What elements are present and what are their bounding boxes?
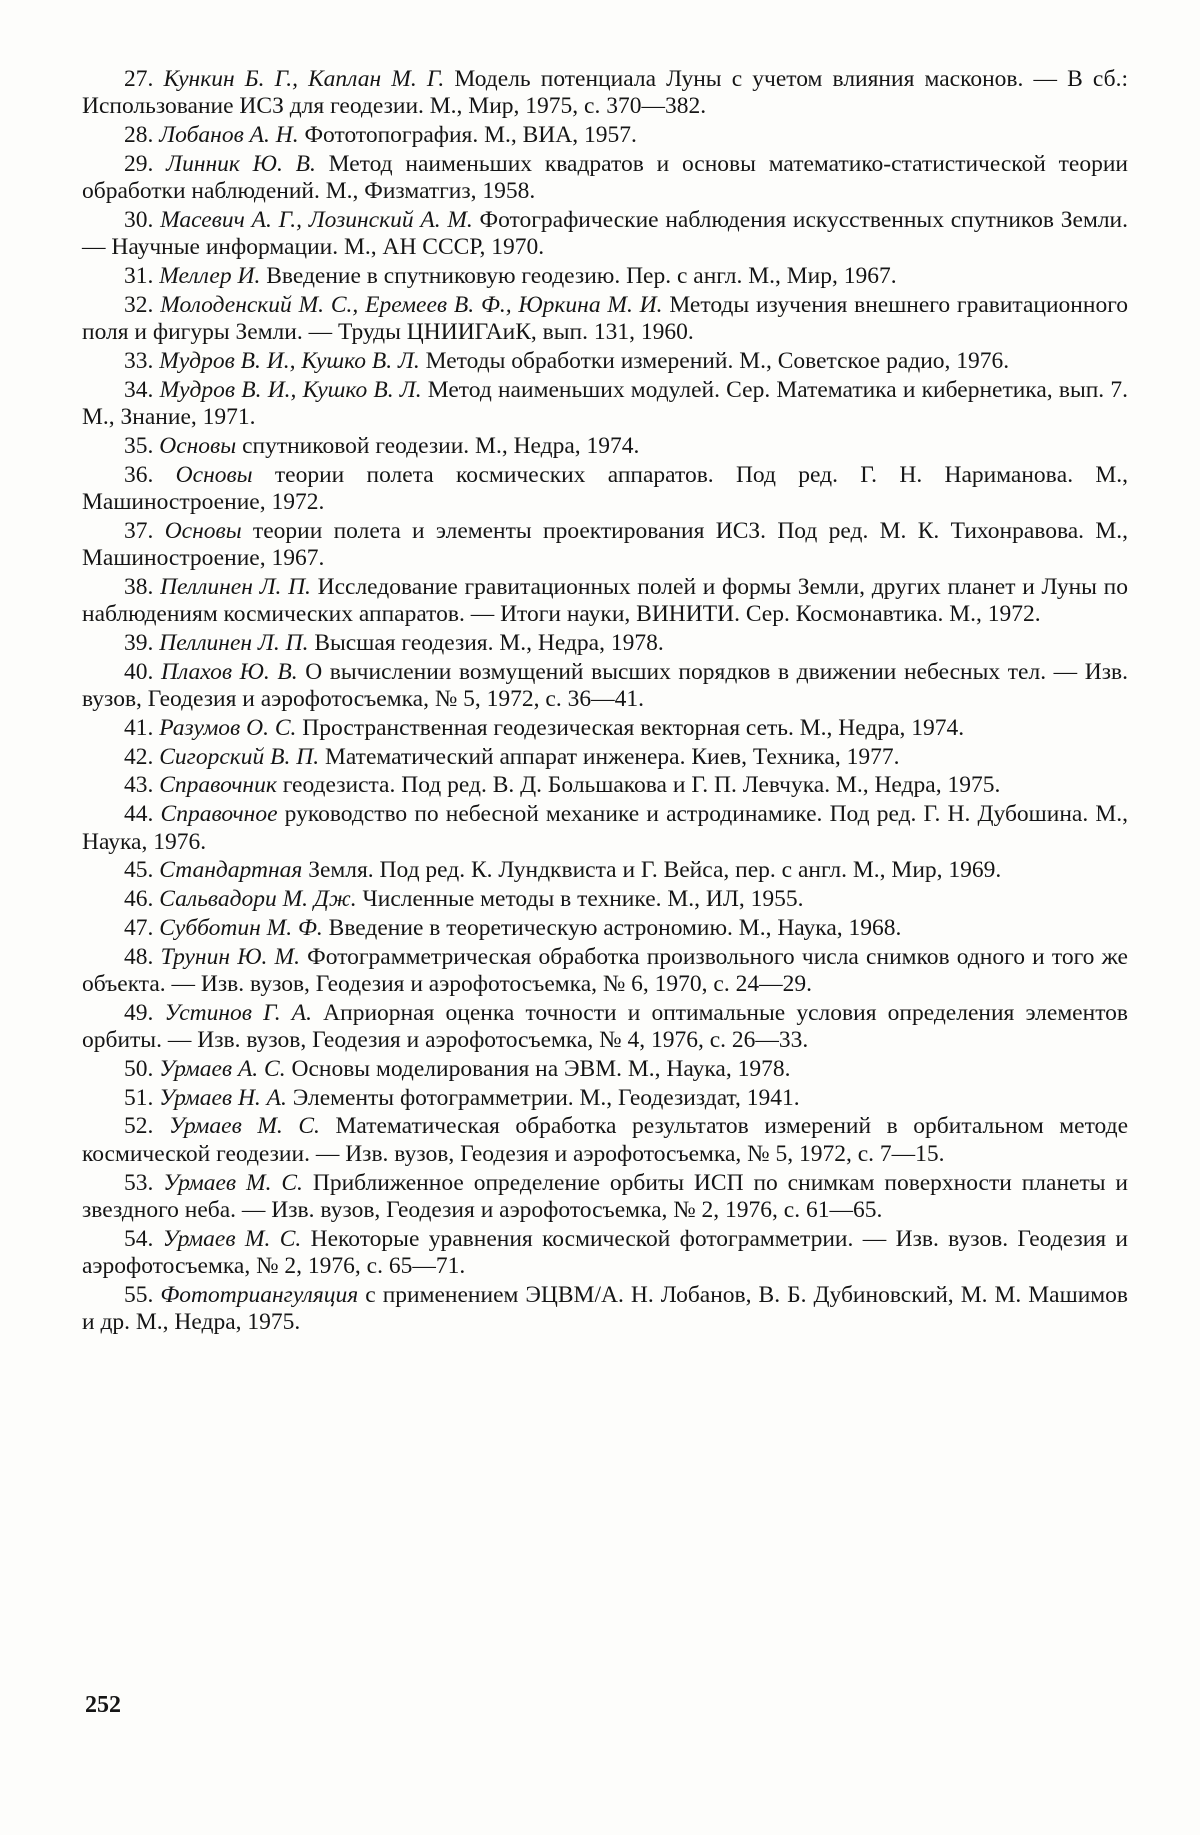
reference-entry — [82, 944, 1128, 999]
reference-number: 33. — [124, 347, 154, 374]
reference-entry — [82, 1000, 1128, 1055]
reference-author: Справочник — [159, 772, 277, 799]
reference-text: Элементы фотограмметрии. М., Геодезиздат, 1941. — [286, 1084, 800, 1111]
reference-author: Стандартная — [159, 857, 303, 884]
reference-text: Модель потенциала Луны с учетом влияния масконов. — В сб.: Использование ИСЗ для геодезии. М., Мир, 1975, с. 370—382. — [82, 66, 1128, 120]
reference-text: руководство по небесной механике и астродинамике. Под ред. Г. Н. Дубошина. М., Наука, 1976. — [82, 801, 1128, 855]
reference-text: Приближенное определение орбиты ИСП по снимкам поверхности планеты и звездного неба. — Изв. вузов, Геодезия и аэрофотосъемка, № 2, 1976, с. 61—65. — [82, 1169, 1128, 1223]
reference-entry — [82, 66, 1128, 121]
reference-entry — [82, 1113, 1128, 1168]
reference-number: 50. — [124, 1055, 154, 1082]
reference-number: 32. — [124, 291, 154, 318]
reference-text: Метод наименьших квадратов и основы математико-статистической теории обработки наблюдений. М., Физматгиз, 1958. — [82, 150, 1129, 205]
reference-author: Субботин М. Ф. — [159, 914, 323, 941]
reference-text: Математический аппарат инженера. Киев, Техника, 1977. — [319, 743, 900, 770]
reference-entry — [82, 1170, 1128, 1225]
reference-author: Сигорский В. П. — [159, 743, 320, 770]
reference-text: Высшая геодезия. М., Недра, 1978. — [308, 629, 664, 656]
reference-author: Основы — [159, 432, 237, 459]
reference-number: 53. — [124, 1169, 154, 1196]
reference-author: Меллер И. — [159, 263, 261, 290]
reference-author: Лобанов А. Н. — [159, 122, 299, 149]
reference-entry — [82, 292, 1128, 347]
reference-entry — [82, 886, 1128, 913]
reference-entry — [82, 1085, 1128, 1112]
page-number: 252 — [85, 1692, 121, 1718]
reference-entry — [82, 348, 1128, 375]
reference-entry — [82, 1282, 1128, 1337]
reference-author: Сальвадори М. Дж. — [159, 886, 357, 913]
reference-number: 47. — [124, 914, 154, 941]
reference-number: 42. — [124, 743, 154, 770]
reference-text: Исследование гравитационных полей и формы Земли, других планет и Луны по наблюдениям космических аппаратов. — Итоги науки, ВИНИТИ. Сер. Космонавтика. М., 1972. — [82, 573, 1128, 628]
reference-text: Земля. Под ред. К. Лундквиста и Г. Вейса, пер. с англ. М., Мир, 1969. — [302, 857, 1002, 884]
reference-author: Справочное — [160, 801, 278, 828]
reference-entry — [82, 744, 1128, 771]
reference-entry — [82, 915, 1128, 942]
reference-author: Молоденский М. С., Еремеев В. Ф., Юркина М. И. — [160, 291, 663, 318]
reference-entry — [82, 630, 1128, 657]
reference-text: Методы обработки измерений. М., Советское радио, 1976. — [419, 347, 1010, 374]
reference-number: 46. — [124, 886, 154, 913]
reference-text: спутниковой геодезии. М., Недра, 1974. — [236, 432, 640, 459]
reference-author: Устинов Г. А. — [164, 999, 313, 1026]
reference-text: Фотографические наблюдения искусственных спутников Земли. — Научные информации. М., АН СССР, 1970. — [82, 206, 1128, 261]
reference-author: Фототриангуляция — [160, 1281, 359, 1308]
reference-entry — [82, 801, 1128, 856]
reference-list — [82, 66, 1128, 1338]
reference-author: Урмаев М. С. — [168, 1113, 320, 1140]
reference-author: Урмаев Н. А. — [159, 1084, 287, 1111]
reference-entry — [82, 433, 1128, 460]
reference-text: теории полета и элементы проектирования ИСЗ. Под ред. М. К. Тихонравова. М., Машиностроение, 1967. — [82, 517, 1129, 572]
reference-author: Урмаев А. С. — [159, 1055, 286, 1082]
reference-author: Основы — [164, 517, 242, 544]
reference-text: Численные методы в технике. М., ИЛ, 1955. — [356, 886, 804, 913]
reference-text: Метод наименьших модулей. Сер. Математика и кибернетика, вып. 7. М., Знание, 1971. — [82, 376, 1128, 431]
reference-entry — [82, 122, 1128, 149]
reference-author: Плахов Ю. В. — [160, 658, 298, 685]
reference-entry — [82, 207, 1128, 262]
reference-number: 52. — [124, 1113, 154, 1140]
reference-number: 35. — [124, 432, 154, 459]
reference-number: 44. — [124, 801, 154, 828]
reference-text: Методы изучения внешнего гравитационного поля и фигуры Земли. — Труды ЦНИИГАиК, вып. 131, 1960. — [82, 291, 1129, 346]
reference-number: 31. — [124, 263, 154, 290]
reference-number: 27. — [124, 66, 154, 92]
reference-entry — [82, 377, 1128, 432]
reference-number: 48. — [124, 943, 154, 970]
reference-text: О вычислении возмущений высших порядков в движении небесных тел. — Изв. вузов, Геодезия и аэрофотосъемка, № 5, 1972, с. 36—41. — [82, 658, 1129, 713]
reference-number: 30. — [124, 206, 154, 233]
reference-text: Априорная оценка точности и оптимальные условия определения элементов орбиты. — Изв. вузов, Геодезия и аэрофотосъемка, № 4, 1976, с. 26—33. — [82, 999, 1128, 1054]
reference-number: 39. — [124, 629, 154, 656]
reference-author: Основы — [175, 461, 253, 488]
reference-text: геодезиста. Под ред. В. Д. Большакова и Г. П. Левчука. М., Недра, 1975. — [276, 772, 1001, 799]
reference-number: 29. — [124, 150, 154, 177]
reference-number: 45. — [124, 857, 154, 884]
reference-entry — [82, 574, 1128, 629]
reference-number: 37. — [124, 517, 154, 544]
reference-entry — [82, 1056, 1128, 1083]
reference-author: Урмаев М. С. — [162, 1225, 302, 1252]
reference-number: 41. — [124, 714, 154, 741]
reference-number: 40. — [124, 658, 154, 685]
reference-author: Мудров В. И., Кушко В. Л. — [159, 347, 420, 374]
reference-number: 38. — [124, 573, 154, 600]
reference-text: Введение в спутниковую геодезию. Пер. с англ. М., Мир, 1967. — [260, 263, 897, 290]
reference-text: Фотограмметрическая обработка произвольного числа снимков одного и того же объекта. — Изв. вузов, Геодезия и аэрофотосъемка, № 6, 1970, с. 24—29. — [82, 943, 1128, 997]
reference-entry — [82, 715, 1128, 742]
reference-entry — [82, 151, 1128, 206]
reference-entry — [82, 263, 1128, 290]
reference-text: теории полета космических аппаратов. Под ред. Г. Н. Наримановa. М., Машиностроение, 1972. — [82, 461, 1129, 515]
reference-entry — [82, 462, 1128, 517]
reference-author: Кункин Б. Г., Каплан М. Г. — [163, 66, 445, 92]
reference-text: с применением ЭЦВМ/А. Н. Лобанов, В. Б. Дубиновский, М. М. Машимов и др. М., Недра, 1975. — [82, 1281, 1128, 1336]
reference-entry — [82, 659, 1128, 714]
reference-author: Трунин Ю. М. — [160, 943, 300, 970]
reference-text: Фототопография. М., ВИА, 1957. — [298, 122, 637, 149]
reference-text: Пространственная геодезическая векторная сеть. М., Недра, 1974. — [296, 714, 965, 741]
reference-text: Некоторые уравнения космической фотограмметрии. — Изв. вузов. Геодезия и аэрофотосъемка, № 2, 1976, с. 65—71. — [82, 1225, 1129, 1279]
reference-number: 34. — [124, 376, 154, 403]
reference-entry — [82, 857, 1128, 884]
reference-entry — [82, 518, 1128, 573]
reference-author: Масевич А. Г., Лозинский А. М. — [160, 206, 473, 233]
reference-author: Мудров В. И., Кушко В. Л. — [159, 376, 422, 403]
reference-text: Математическая обработка результатов измерений в орбитальном методе космической геодезии. — Изв. вузов, Геодезия и аэрофотосъемка, № 5, 1972, с. 7—15. — [82, 1113, 1128, 1167]
reference-author: Пеллинен Л. П. — [159, 629, 309, 656]
reference-number: 43. — [124, 772, 154, 799]
reference-author: Разумов О. С. — [159, 714, 297, 741]
reference-text: Основы моделирования на ЭВМ. М., Наука, 1978. — [285, 1055, 791, 1082]
reference-number: 51. — [124, 1084, 154, 1111]
reference-entry — [82, 1226, 1128, 1281]
reference-author: Пеллинен Л. П. — [160, 573, 311, 600]
reference-author: Урмаев М. С. — [163, 1169, 303, 1196]
reference-number: 36. — [124, 461, 154, 488]
reference-text: Введение в теоретическую астрономию. М., Наука, 1968. — [322, 914, 902, 941]
reference-number: 54. — [124, 1225, 154, 1252]
reference-number: 28. — [124, 122, 154, 149]
reference-number: 55. — [124, 1281, 154, 1308]
reference-number: 49. — [124, 999, 154, 1026]
reference-author: Линник Ю. В. — [166, 150, 316, 177]
reference-entry — [82, 772, 1128, 799]
